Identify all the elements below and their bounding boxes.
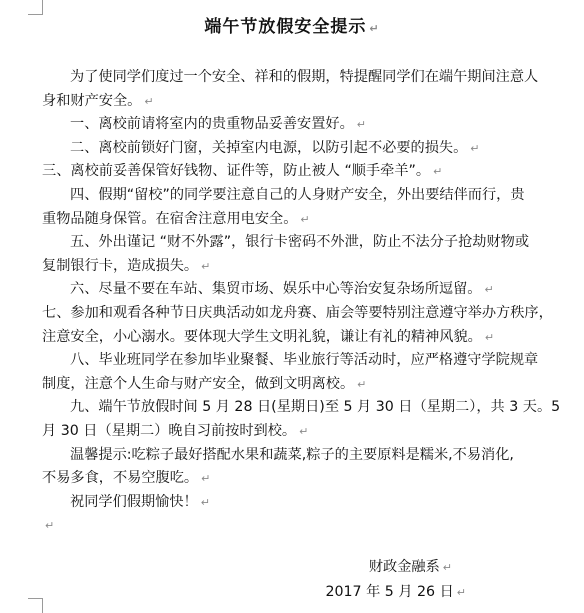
paragraph	[42, 444, 550, 491]
paragraph	[42, 491, 550, 515]
text-line: 五、外出谨记 “财不外露”，银行卡密码不外泄，防止不法分子抢劫财物或	[70, 234, 530, 251]
paragraph-mark-icon: ↵	[45, 519, 55, 533]
text-line: 为了使同学们度过一个安全、祥和的假期，特提醒同学们在端午期间注意人	[70, 69, 539, 85]
paragraph-mark-icon: ↵	[200, 495, 210, 509]
paragraph	[42, 278, 550, 302]
document-title-text: 端午节放假安全提示	[204, 17, 367, 37]
text-line: 身和财产安全。 ↵	[42, 92, 154, 109]
text-line: 重物品随身保管。在宿舍注意用电安全。 ↵	[42, 210, 310, 227]
text-line: 八、毕业班同学在参加毕业聚餐、毕业旅行等活动时，应严格遵守学院规章	[70, 352, 539, 369]
paragraph	[42, 349, 550, 396]
paragraph	[42, 396, 561, 443]
paragraph-mark-icon: ↵	[356, 118, 366, 132]
paragraph-mark-icon: ↵	[201, 472, 211, 486]
paragraph	[42, 137, 550, 161]
text-line: 不易多食，不易空腹吃。 ↵	[42, 470, 211, 487]
text-line: 四、假期“留校”的同学要注意自己的人身财产安全，外出要结伴而行，贵	[70, 186, 525, 203]
margin-corner-mark	[28, 598, 43, 613]
paragraph-mark-icon: ↵	[484, 283, 494, 297]
paragraph	[42, 302, 553, 349]
paragraph-mark-icon: ↵	[201, 259, 211, 273]
text-line: 二、离校前锁好门窗，关掉室内电源，以防引起不必要的损失。 ↵	[70, 139, 480, 156]
empty-paragraph	[42, 514, 550, 538]
paragraph-mark-icon: ↵	[470, 141, 480, 155]
paragraph-mark-icon: ↵	[369, 22, 380, 35]
text-line: 注意安全，小心溺水。要体现大学生文明礼貌，谦让有礼的精神风貌。 ↵	[42, 328, 495, 345]
text-line: 复制银行卡，造成损失。 ↵	[42, 257, 211, 274]
paragraph	[42, 113, 550, 137]
paragraph	[42, 160, 550, 184]
text-line: 制度，注意个人生命与财产安全，做到文明离校。 ↵	[42, 375, 367, 392]
paragraph-mark-icon: ↵	[299, 424, 309, 438]
document-body[interactable]	[42, 66, 561, 538]
text-line: 六、尽量不要在车站、集贸市场、娱乐中心等治安复杂场所逗留。 ↵	[70, 281, 494, 298]
paragraph-mark-icon: ↵	[433, 165, 443, 179]
text-line	[42, 514, 550, 538]
text-line: 祝同学们假期愉快！ ↵	[70, 493, 210, 510]
paragraph	[42, 66, 550, 113]
paragraph-mark-icon: ↵	[357, 377, 367, 391]
text-line: 温馨提示:吃粽子最好搭配水果和蔬菜,粽子的主要原料是糯米,不易消化,	[70, 446, 514, 463]
paragraph-mark-icon: ↵	[456, 586, 466, 599]
signature-date: 2017 年 5 月 26 日 ↵	[325, 584, 466, 600]
text-line: 月 30 日（星期二）晚自习前按时到校。 ↵	[42, 422, 309, 439]
signature: 财政金融系 ↵	[368, 559, 452, 575]
text-line: 一、离校前请将室内的贵重物品妥善安置好。 ↵	[70, 116, 366, 133]
paragraph	[42, 184, 550, 231]
text-line: 三、离校前妥善保管好钱物、证件等，防止被人 “顺手牵羊”。 ↵	[42, 163, 443, 180]
paragraph-mark-icon: ↵	[484, 330, 495, 344]
paragraph	[42, 231, 550, 278]
text-line: 九、端午节放假时间 5 月 28 日(星期日)至 5 月 30 日（星期二），共 3 天。5	[70, 399, 561, 416]
paragraph-mark-icon: ↵	[442, 561, 452, 574]
text-line: 七、参加和观看各种节日庆典活动如龙舟赛、庙会等要特别注意遵守举办方秩序，	[42, 304, 553, 321]
paragraph-mark-icon: ↵	[144, 94, 154, 108]
document-title[interactable]	[0, 12, 584, 37]
paragraph-mark-icon: ↵	[300, 212, 310, 226]
